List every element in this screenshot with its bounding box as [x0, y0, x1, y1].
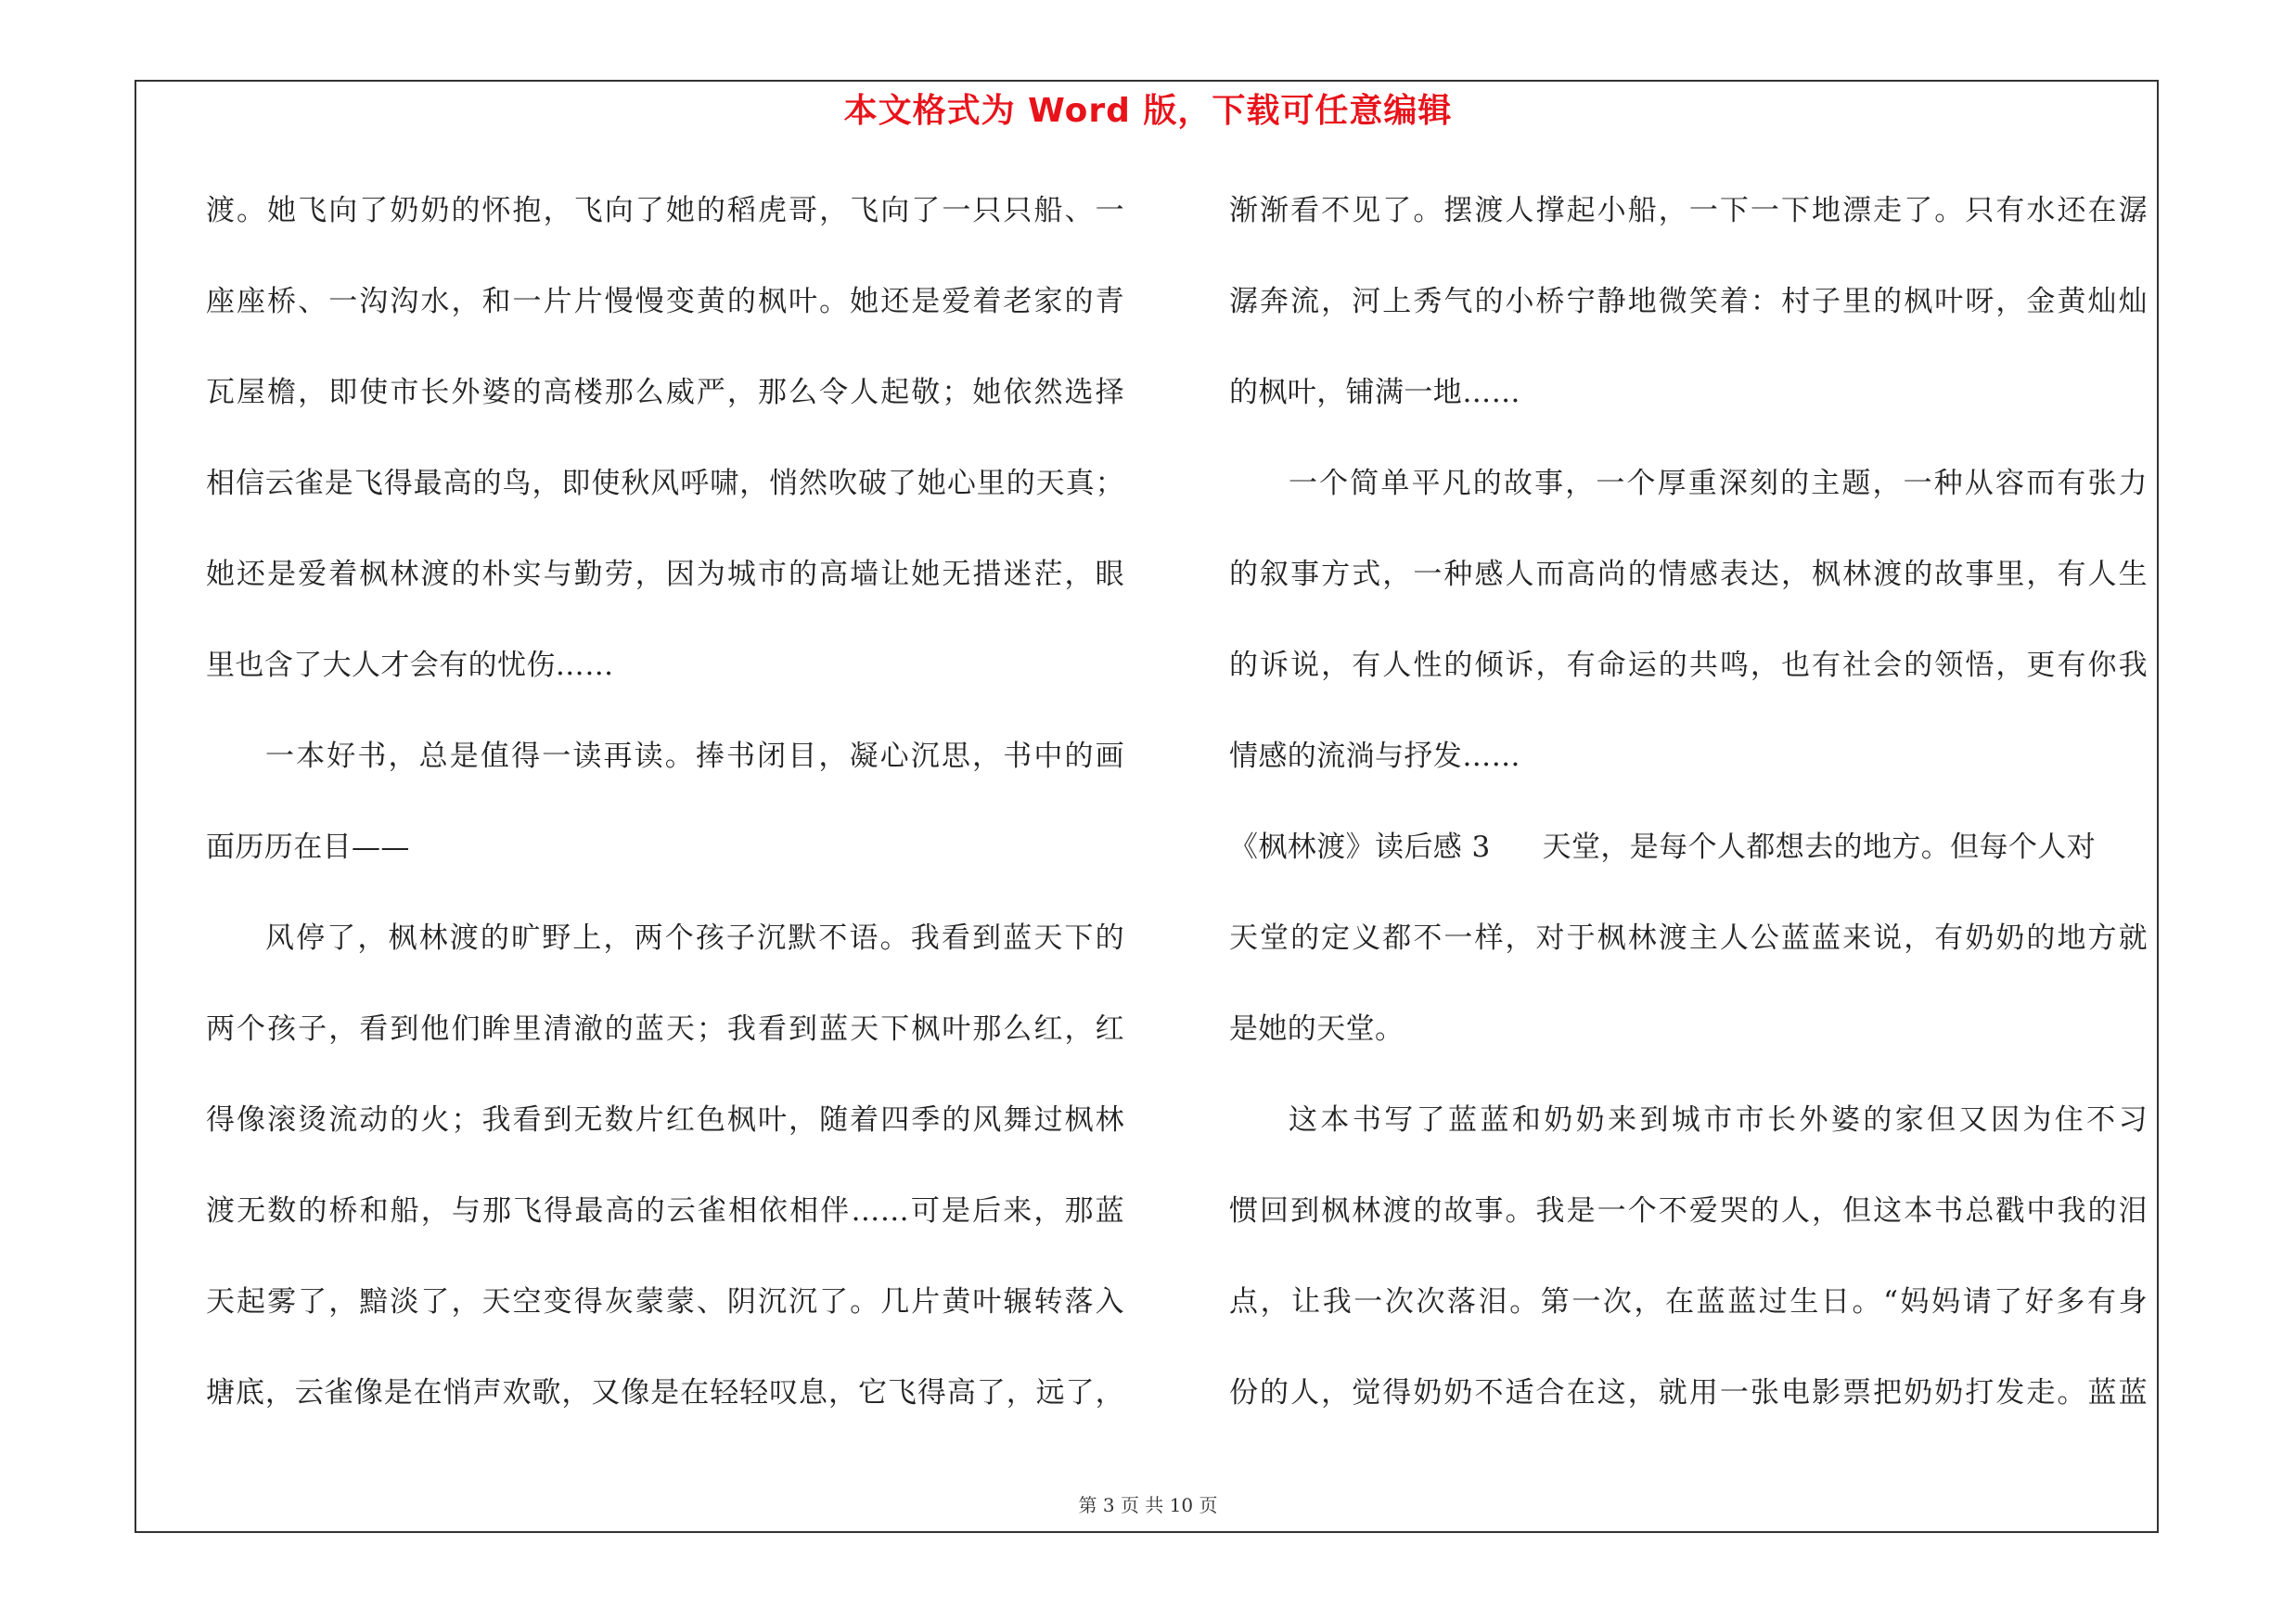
text-line: 点，让我一次次落泪。第一次，在蓝蓝过生日。“妈妈请了好多有身 — [1229, 1285, 2148, 1319]
text-line: 是她的天堂。 — [1229, 1012, 1405, 1046]
text-line: 渡无数的桥和船，与那飞得最高的云雀相依相伴……可是后来，那蓝 — [206, 1194, 1124, 1228]
text-line: 座座桥、一沟沟水，和一片片慢慢变黄的枫叶。她还是爱着老家的青 — [206, 285, 1124, 318]
text-line: 她还是爱着枫林渡的朴实与勤劳，因为城市的高墙让她无措迷茫，眼 — [206, 558, 1124, 591]
text-segment: 天堂，是每个人都想去的地方。但每个人对 — [1542, 831, 2097, 864]
text-line: 得像滚烫流动的火；我看到无数片红色枫叶，随着四季的风舞过枫林 — [206, 1103, 1124, 1137]
text-line: 里也含了大人才会有的忧伤…… — [206, 649, 614, 682]
text-line: 的枫叶，铺满一地…… — [1229, 376, 1520, 409]
text-line: 塘底，云雀像是在悄声欢歌，又像是在轻轻叹息，它飞得高了，远了， — [206, 1376, 1124, 1410]
text-line: 潺奔流，河上秀气的小桥宁静地微笑着：村子里的枫叶呀，金黄灿灿 — [1229, 285, 2148, 318]
text-line: 天起雾了，黯淡了，天空变得灰蒙蒙、阴沉沉了。几片黄叶辗转落入 — [206, 1285, 1124, 1319]
right-column — [1229, 176, 2148, 1449]
text-line: 渡。她飞向了奶奶的怀抱，飞向了她的稻虎哥，飞向了一只只船、一 — [206, 194, 1124, 227]
paragraph-start-line: 一个简单平凡的故事，一个厚重深刻的主题，一种从容而有张力 — [1289, 467, 2148, 500]
left-column — [206, 176, 1124, 1449]
text-line: 份的人，觉得奶奶不适合在这，就用一张电影票把奶奶打发走。蓝蓝 — [1229, 1376, 2148, 1410]
text-line: 面历历在目—— — [206, 831, 410, 864]
page-number: 第 3 页 共 10 页 — [1078, 1494, 1218, 1516]
text-line: 的诉说，有人性的倾诉，有命运的共鸣，也有社会的领悟，更有你我 — [1229, 649, 2148, 682]
paragraph-start-line: 风停了，枫林渡的旷野上，两个孩子沉默不语。我看到蓝天下的 — [265, 921, 1124, 955]
section-heading-line — [1229, 813, 2148, 904]
text-line: 渐渐看不见了。摆渡人撑起小船，一下一下地漂走了。只有水还在潺 — [1229, 194, 2148, 227]
text-line: 天堂的定义都不一样，对于枫林渡主人公蓝蓝来说，有奶奶的地方就 — [1229, 921, 2148, 955]
text-line: 两个孩子，看到他们眸里清澈的蓝天；我看到蓝天下枫叶那么红，红 — [206, 1012, 1124, 1046]
paragraph-start-line: 一本好书，总是值得一读再读。捧书闭目，凝心沉思，书中的画 — [265, 740, 1124, 773]
text-line: 相信云雀是飞得最高的鸟，即使秋风呼啸，悄然吹破了她心里的天真； — [206, 467, 1124, 500]
text-line: 的叙事方式，一种感人而高尚的情感表达，枫林渡的故事里，有人生 — [1229, 558, 2148, 591]
text-line: 情感的流淌与抒发…… — [1229, 740, 1520, 773]
format-banner: 本文格式为 Word 版，下载可任意编辑 — [843, 92, 1453, 130]
text-line: 惯回到枫林渡的故事。我是一个不爱哭的人，但这本书总戳中我的泪 — [1229, 1194, 2148, 1228]
text-line: 瓦屋檐，即使市长外婆的高楼那么威严，那么令人起敬；她依然选择 — [206, 376, 1124, 409]
paragraph-start-line: 这本书写了蓝蓝和奶奶来到城市市长外婆的家但又因为住不习 — [1289, 1103, 2148, 1137]
section-heading: 《枫林渡》读后感 3 — [1229, 831, 1491, 864]
